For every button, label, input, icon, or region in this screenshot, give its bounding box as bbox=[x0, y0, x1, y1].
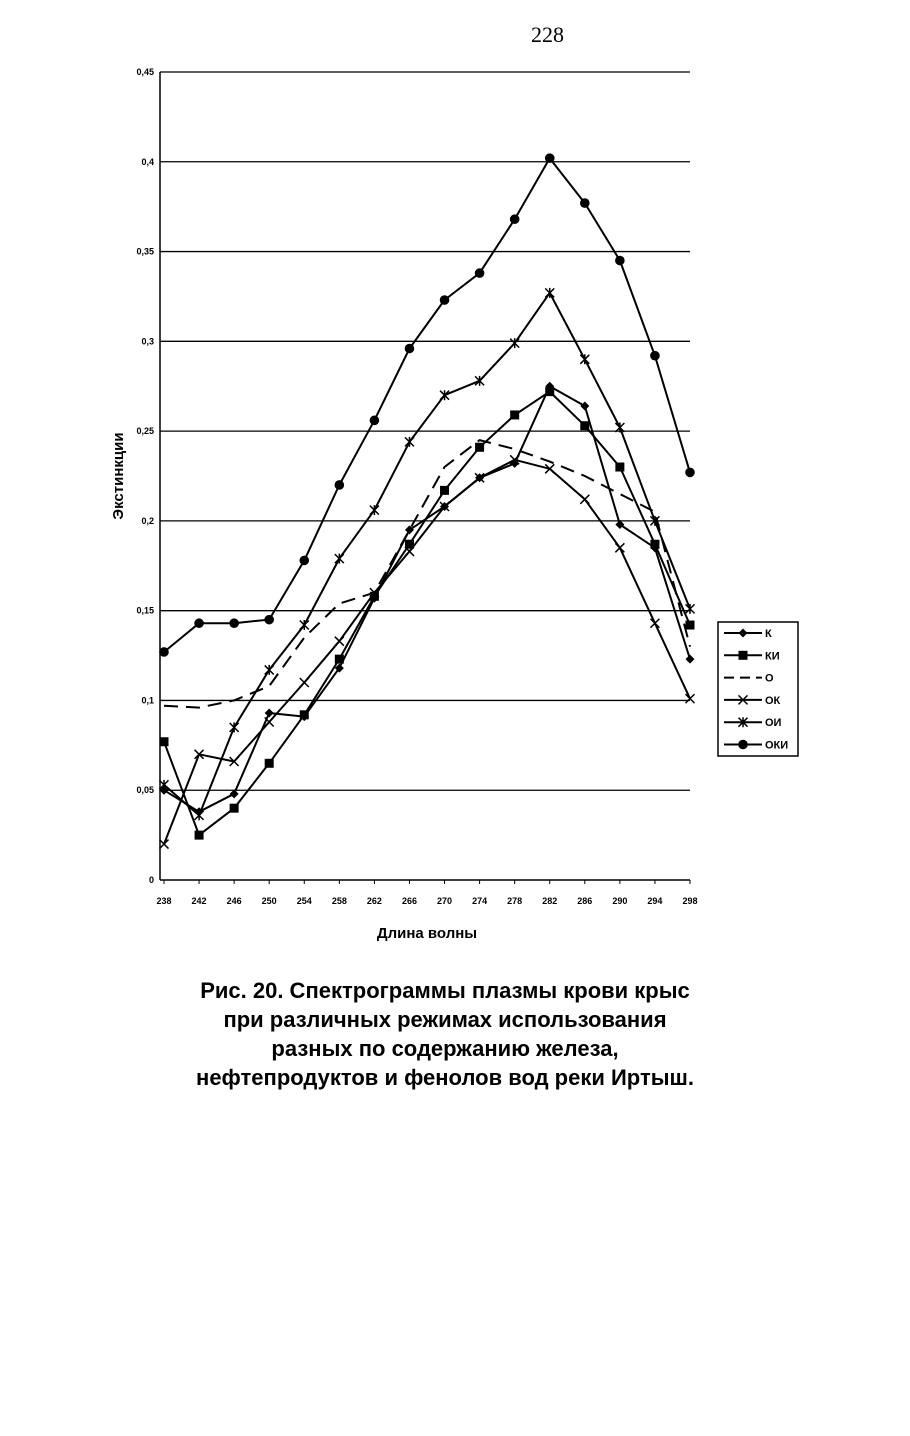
series-6 bbox=[159, 153, 695, 656]
x-tick-label: 254 bbox=[296, 896, 312, 906]
data-point bbox=[510, 338, 519, 348]
data-point bbox=[265, 759, 274, 768]
caption-line: Рис. 20. Спектрограммы плазмы крови крыс bbox=[200, 978, 690, 1003]
legend-label: ОКИ bbox=[765, 739, 789, 752]
data-point bbox=[580, 354, 589, 364]
data-point bbox=[580, 421, 589, 430]
data-point bbox=[264, 615, 274, 625]
legend-label: О bbox=[765, 672, 774, 685]
data-point bbox=[440, 486, 449, 495]
data-point bbox=[475, 443, 484, 452]
data-point bbox=[300, 620, 309, 630]
data-point bbox=[685, 468, 695, 478]
x-tick-label: 290 bbox=[612, 896, 628, 906]
data-point bbox=[229, 618, 239, 628]
data-point bbox=[650, 619, 659, 628]
data-point bbox=[160, 737, 169, 746]
data-point bbox=[686, 655, 695, 664]
legend-label: ОИ bbox=[765, 717, 782, 730]
series-line bbox=[164, 293, 690, 816]
series-line bbox=[164, 158, 690, 652]
series-line bbox=[164, 392, 690, 835]
x-tick-label: 266 bbox=[401, 896, 417, 906]
x-tick-label: 258 bbox=[331, 896, 347, 906]
x-tick-label: 294 bbox=[647, 896, 663, 906]
data-point bbox=[335, 554, 344, 564]
data-point bbox=[335, 655, 344, 664]
y-tick-label: 0,35 bbox=[136, 246, 154, 257]
data-point bbox=[265, 709, 274, 718]
data-point bbox=[159, 647, 169, 657]
data-point bbox=[686, 621, 695, 630]
legend bbox=[718, 622, 798, 756]
x-tick-label: 286 bbox=[577, 896, 593, 906]
y-tick-label: 0,45 bbox=[136, 67, 154, 77]
data-point bbox=[440, 295, 450, 305]
data-point bbox=[405, 437, 414, 447]
data-point bbox=[615, 463, 624, 472]
x-tick-label: 298 bbox=[682, 896, 698, 906]
gridlines bbox=[160, 72, 690, 790]
x-tick-label: 250 bbox=[261, 896, 277, 906]
x-tick-label: 246 bbox=[226, 896, 242, 906]
legend-marker bbox=[739, 651, 748, 660]
data-point bbox=[686, 604, 695, 614]
data-point bbox=[475, 376, 484, 386]
data-point bbox=[370, 416, 380, 426]
data-point bbox=[615, 423, 624, 433]
y-tick-label: 0 bbox=[148, 875, 154, 885]
series-1 bbox=[160, 382, 695, 817]
y-tick-label: 0,4 bbox=[141, 156, 154, 167]
data-point bbox=[545, 288, 554, 298]
data-point bbox=[580, 495, 589, 504]
data-point bbox=[230, 722, 239, 732]
y-tick-label: 0,05 bbox=[136, 785, 154, 796]
data-point bbox=[475, 268, 485, 278]
caption-line: при различных режимах использования bbox=[223, 1007, 667, 1032]
data-point bbox=[580, 198, 590, 208]
data-point bbox=[510, 410, 519, 419]
x-tick-label: 278 bbox=[507, 896, 523, 906]
caption-line: нефтепродуктов и фенолов вод реки Иртыш. bbox=[196, 1065, 694, 1090]
data-point bbox=[650, 540, 659, 549]
y-tick-label: 0,1 bbox=[141, 695, 154, 706]
axes bbox=[136, 67, 697, 906]
y-tick-label: 0,25 bbox=[136, 426, 154, 437]
data-point bbox=[510, 214, 520, 224]
data-point bbox=[545, 153, 555, 163]
data-point bbox=[160, 840, 169, 849]
data-point bbox=[650, 351, 660, 361]
x-tick-label: 262 bbox=[366, 896, 382, 906]
x-tick-label: 270 bbox=[437, 896, 453, 906]
series-5 bbox=[160, 288, 695, 821]
data-point bbox=[160, 780, 169, 790]
y-axis-label: Экстинкции bbox=[110, 432, 127, 520]
data-point bbox=[615, 256, 625, 266]
x-tick-label: 282 bbox=[542, 896, 558, 906]
caption-line: разных по содержанию железа, bbox=[271, 1036, 619, 1061]
data-point bbox=[300, 678, 309, 687]
data-point bbox=[615, 543, 624, 552]
x-tick-label: 238 bbox=[156, 896, 172, 906]
legend-label: К bbox=[765, 628, 772, 640]
legend-label: КИ bbox=[765, 650, 780, 663]
legend-label: ОК bbox=[765, 694, 781, 707]
legend-marker bbox=[738, 740, 748, 750]
data-point bbox=[195, 810, 204, 820]
series-3 bbox=[164, 440, 690, 707]
data-point bbox=[194, 618, 204, 628]
data-point bbox=[686, 694, 695, 703]
data-point bbox=[299, 556, 309, 566]
x-tick-label: 274 bbox=[472, 896, 488, 906]
data-point bbox=[440, 390, 449, 400]
series-line bbox=[164, 440, 690, 707]
page-number: 228 bbox=[531, 22, 564, 47]
y-tick-label: 0,3 bbox=[141, 336, 154, 347]
data-point bbox=[370, 505, 379, 515]
data-point bbox=[335, 637, 344, 646]
data-point bbox=[335, 480, 345, 490]
series-lines bbox=[159, 153, 695, 848]
figure-caption bbox=[0, 976, 890, 1092]
data-point bbox=[545, 387, 554, 396]
data-point bbox=[195, 831, 204, 840]
series-2 bbox=[160, 387, 695, 840]
x-tick-label: 242 bbox=[191, 896, 207, 906]
data-point bbox=[580, 401, 589, 410]
data-point bbox=[230, 804, 239, 813]
x-axis-label: Длина волны bbox=[376, 925, 478, 942]
series-line bbox=[164, 386, 690, 812]
data-point bbox=[300, 710, 309, 719]
data-point bbox=[405, 344, 415, 354]
data-point bbox=[265, 665, 274, 675]
legend-box bbox=[718, 622, 798, 756]
y-tick-label: 0,15 bbox=[136, 605, 154, 616]
y-tick-label: 0,2 bbox=[141, 515, 154, 526]
